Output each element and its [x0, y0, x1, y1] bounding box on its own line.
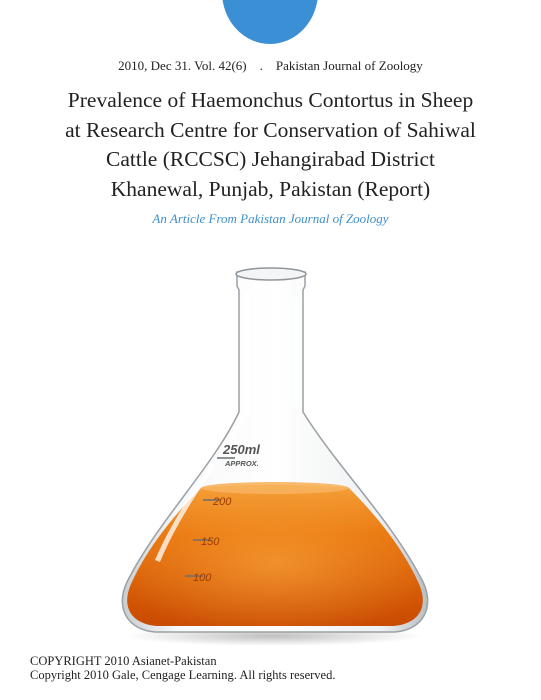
liquid-surface	[201, 482, 349, 494]
copyright-line: COPYRIGHT 2010 Asianet-Pakistan	[30, 654, 217, 668]
copyright-block	[30, 654, 335, 682]
mark-100: 100	[193, 572, 212, 584]
document-title	[30, 86, 511, 204]
decorative-circle	[222, 0, 318, 44]
mark-200: 200	[213, 496, 232, 508]
title-line: Khanewal, Punjab, Pakistan (Report)	[110, 176, 431, 201]
mark-150: 150	[201, 536, 220, 548]
erlenmeyer-flask-image	[105, 262, 445, 646]
publication-meta: 2010, Dec 31. Vol. 42(6) . Pakistan Journal of Zoology	[118, 58, 423, 73]
title-line: Prevalence of Haemonchus Contortus in Sheep	[67, 88, 474, 112]
flask-rim	[236, 268, 306, 280]
approx-label: APPROX.	[225, 459, 259, 468]
title-line: Cattle (RCCSC) Jehangirabad District	[105, 147, 436, 171]
capacity-label: 250ml	[223, 442, 260, 457]
title-line: at Research Centre for Conservation of Sahiwal	[65, 117, 476, 142]
article-source: An Article From Pakistan Journal of Zoology	[152, 211, 389, 226]
copyright-line: Copyright 2010 Gale, Cengage Learning. All rights reserved.	[30, 668, 336, 682]
